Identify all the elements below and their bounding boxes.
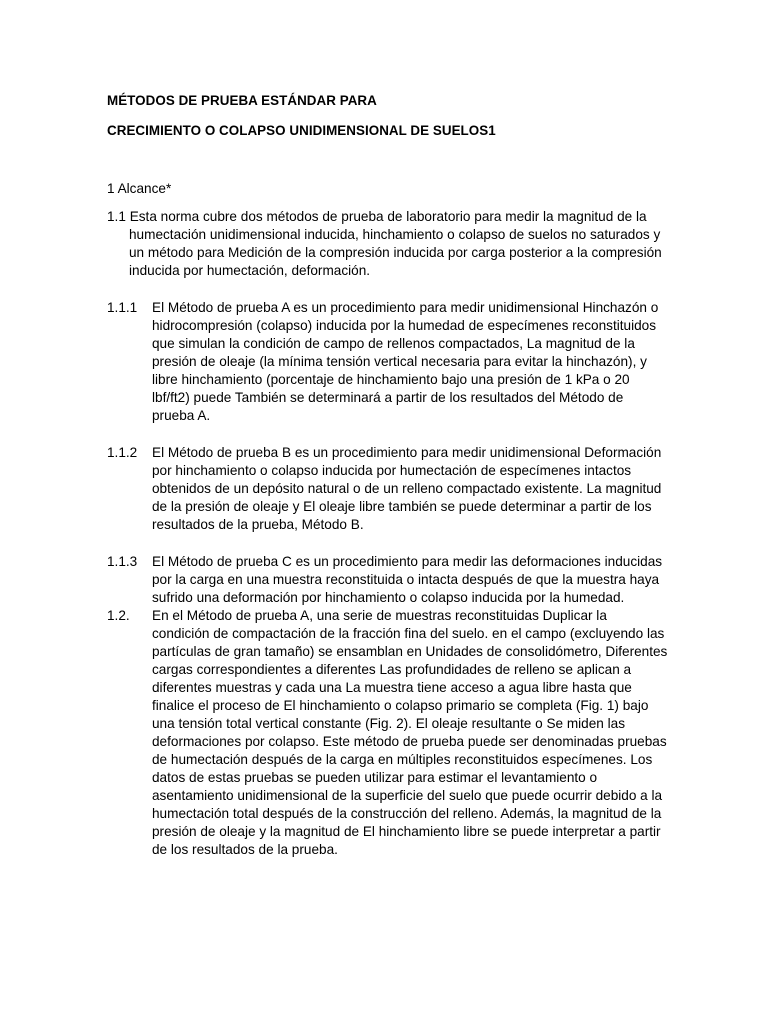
section-heading-scope: 1 Alcance* [107,181,172,196]
paragraph-1-1-3 [107,553,668,607]
paragraph-number: 1.1.3 [107,554,138,569]
paragraph-number: 1.1.2 [107,445,138,460]
document-title-line-2: CRECIMIENTO O COLAPSO UNIDIMENSIONAL DE SUELOS1 [107,123,496,138]
paragraph-1-1 [107,208,668,280]
paragraph-text: En el Método de prueba A, una serie de muestras reconstituidas Duplicar la condición de compactación de la fracción fina del suelo. en el campo (excluyendo las partículas de gran tamaño) se ensamblan en Unidades de consolidómetro, Diferentes cargas correspondientes a diferentes Las profundidades de relleno se aplican a diferentes muestras y cada una La muestra tiene acceso a agua libre hasta que finalice el proceso de El hinchamiento o colapso primario se completa (Fig. 1) bajo una tensión total vertical constante (Fig. 2). El oleaje resultante o Se miden las deformaciones por colapso. Este método de prueba puede ser denominadas pruebas de humectación después de la carga en múltiples reconstituidos especímenes. Los datos de estas pruebas se pueden utilizar para estimar el levantamiento o asentamiento unidimensional de la superficie del suelo que puede ocurrir debido a la humectación total después de la construcción del relleno. Además, la magnitud de la presión de oleaje y la magnitud de El hinchamiento libre se puede interpretar a partir de los resultados de la prueba. [152,608,668,857]
paragraph-1-1-1 [107,299,668,425]
paragraph-text: El Método de prueba B es un procedimiento para medir unidimensional Deformación por hinchamiento o colapso inducida por humectación de especímenes intactos obtenidos de un depósito natural o de un relleno compactado existente. La magnitud de la presión de oleaje y El oleaje libre también se puede determinar a partir de los resultados de la prueba, Método B. [152,445,662,532]
document-title-line-1: MÉTODOS DE PRUEBA ESTÁNDAR PARA [107,93,377,108]
paragraph-1-1-2 [107,444,668,534]
paragraph-text: El Método de prueba C es un procedimiento para medir las deformaciones inducidas por la carga en una muestra reconstituida o intacta después de que la muestra haya sufrido una deformación por hinchamiento o colapso inducida por la humedad. [152,554,663,605]
paragraph-text: Esta norma cubre dos métodos de prueba de laboratorio para medir la magnitud de la humectación unidimensional inducida, hinchamiento o colapso de suelos no saturados y un método para Medición de la compresión inducida por carga posterior a la compresión inducida por humectación, deformación. [129,209,662,278]
paragraph-1-2 [107,607,668,859]
paragraph-number: 1.1 [107,209,126,224]
paragraph-number: 1.1.1 [107,300,138,315]
paragraph-text: El Método de prueba A es un procedimiento para medir unidimensional Hinchazón o hidrocompresión (colapso) inducida por la humedad de especímenes reconstituidos que simulan la condición de campo de rellenos compactados, La magnitud de la presión de oleaje (la mínima tensión vertical necesaria para evitar la hinchazón), y libre hinchamiento (porcentaje de hinchamiento bajo una presión de 1 kPa o 20 lbf/ft2) puede También se determinará a partir de los resultados del Método de prueba A. [152,300,659,423]
paragraph-number: 1.2. [107,608,130,623]
